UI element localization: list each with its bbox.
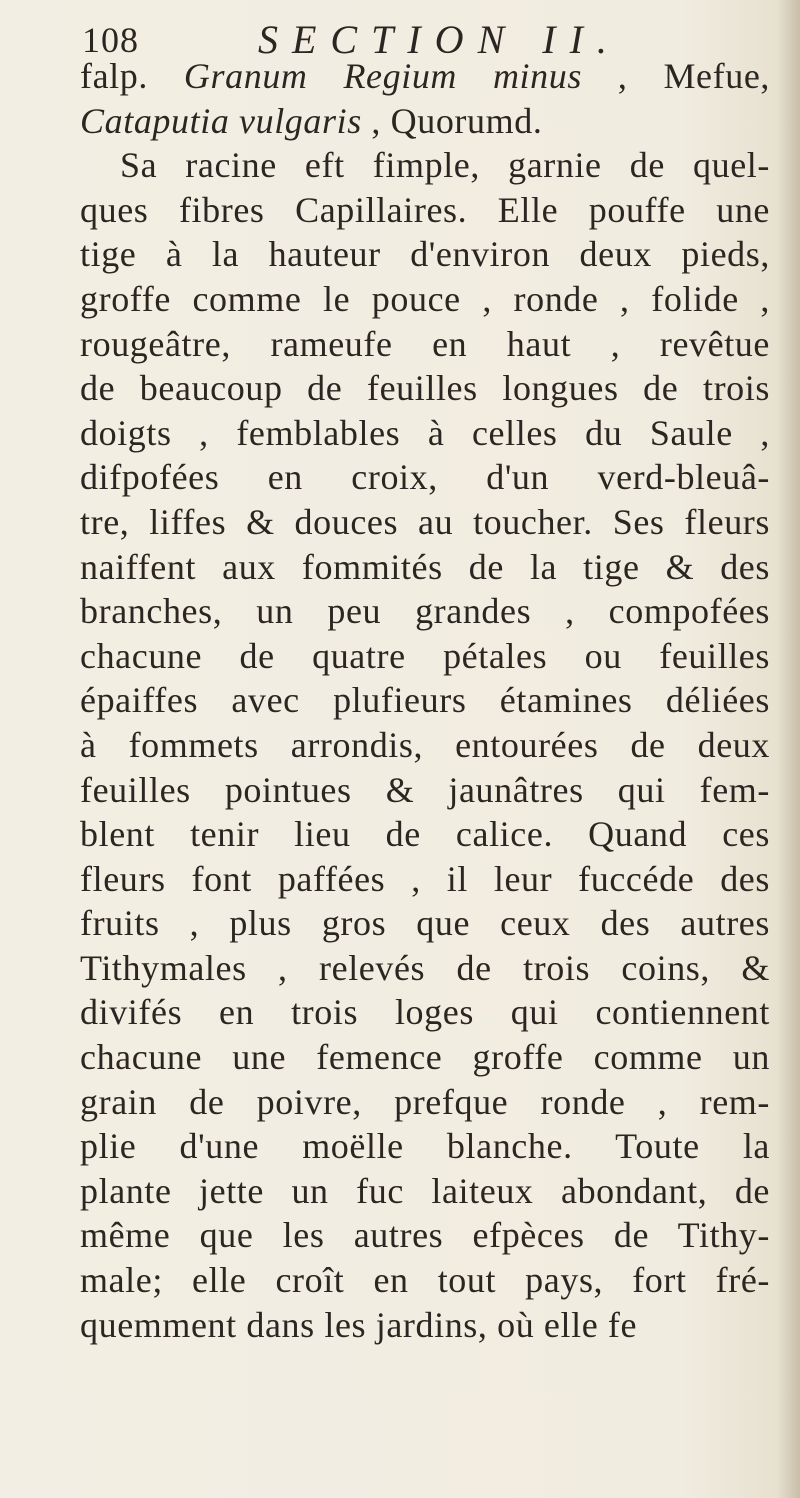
text-span: quemment dans les jardins, où elle fe bbox=[80, 1304, 638, 1345]
text-line bbox=[80, 277, 770, 322]
text-line bbox=[80, 634, 770, 679]
text-line bbox=[80, 1213, 770, 1258]
text-span: , Mefue, bbox=[581, 56, 770, 96]
body-text bbox=[80, 54, 770, 1347]
text-line bbox=[80, 901, 770, 946]
text-line bbox=[80, 143, 770, 188]
text-span: grain de poivre, prefque ronde , rem- bbox=[80, 1081, 770, 1122]
text-span: ques fibres Capillaires. Elle pouffe une bbox=[80, 189, 770, 230]
text-span: doigts , femblables à celles du Saule , bbox=[80, 412, 770, 453]
text-span: feuilles pointues & jaunâtres qui fem- bbox=[80, 769, 770, 810]
text-line bbox=[80, 232, 770, 277]
italic-text: Granum Regium minus bbox=[183, 56, 582, 96]
text-span: falp. bbox=[80, 56, 184, 96]
text-span: épaiffes avec plufieurs étamines déliées bbox=[80, 680, 770, 721]
text-span: male; elle croît en tout pays, fort fré- bbox=[80, 1260, 770, 1301]
text-span: divifés en trois loges qui contiennent bbox=[80, 992, 770, 1033]
page-number: 108 bbox=[82, 20, 139, 60]
text-line bbox=[80, 1080, 770, 1125]
text-span: groffe comme le pouce , ronde , folide , bbox=[80, 278, 770, 319]
text-line bbox=[80, 500, 770, 545]
text-span: branches, un peu grandes , compofées bbox=[80, 591, 770, 632]
text-line bbox=[80, 723, 770, 768]
text-span: naiffent aux fommités de la tige & des bbox=[80, 546, 770, 587]
text-span: blent tenir lieu de calice. Quand ces bbox=[80, 814, 770, 855]
running-head: SECTION II. bbox=[258, 17, 621, 62]
text-span: de beaucoup de feuilles longues de trois bbox=[80, 368, 770, 409]
text-span: rougeâtre, rameufe en haut , revêtue bbox=[80, 323, 770, 364]
text-span: plie d'une moëlle blanche. Toute la bbox=[80, 1126, 770, 1167]
text-line bbox=[80, 990, 770, 1035]
text-line bbox=[80, 188, 770, 233]
text-line bbox=[80, 54, 770, 99]
text-line bbox=[80, 589, 770, 634]
text-line bbox=[80, 545, 770, 590]
text-line bbox=[80, 678, 770, 723]
text-span: Tithymales , relevés de trois coins, & bbox=[80, 947, 770, 988]
text-line bbox=[80, 768, 770, 813]
text-line bbox=[80, 812, 770, 857]
text-line bbox=[80, 857, 770, 902]
text-line bbox=[80, 322, 770, 367]
text-line bbox=[80, 946, 770, 991]
text-line bbox=[80, 1258, 770, 1303]
text-span: chacune de quatre pétales ou feuilles bbox=[80, 635, 770, 676]
text-line bbox=[80, 1124, 770, 1169]
text-span: fruits , plus gros que ceux des autres bbox=[80, 903, 770, 944]
text-span: tige à la hauteur d'environ deux pieds, bbox=[80, 234, 770, 275]
text-span: , Quorumd. bbox=[361, 100, 543, 141]
italic-text: Cataputia vulgaris bbox=[80, 100, 362, 141]
text-span: à fommets arrondis, entourées de deux bbox=[80, 724, 770, 765]
text-span: fleurs font paffées , il leur fuccéde des bbox=[80, 858, 770, 899]
text-line bbox=[80, 99, 770, 144]
text-line bbox=[80, 411, 770, 456]
text-span: plante jette un fuc laiteux abondant, de bbox=[80, 1170, 770, 1211]
page-edge-shadow bbox=[778, 0, 800, 1498]
text-line bbox=[80, 1303, 770, 1348]
text-line bbox=[80, 455, 770, 500]
text-line bbox=[80, 1035, 770, 1080]
text-span: difpofées en croix, d'un verd-bleuâ- bbox=[80, 457, 770, 498]
text-span: tre, liffes & douces au toucher. Ses fleurs bbox=[80, 501, 770, 542]
text-line bbox=[80, 1169, 770, 1214]
text-span: chacune une femence groffe comme un bbox=[80, 1037, 770, 1078]
text-span: Sa racine eft fimple, garnie de quel- bbox=[120, 145, 770, 186]
text-span: même que les autres efpèces de Tithy- bbox=[80, 1215, 770, 1256]
text-line bbox=[80, 366, 770, 411]
